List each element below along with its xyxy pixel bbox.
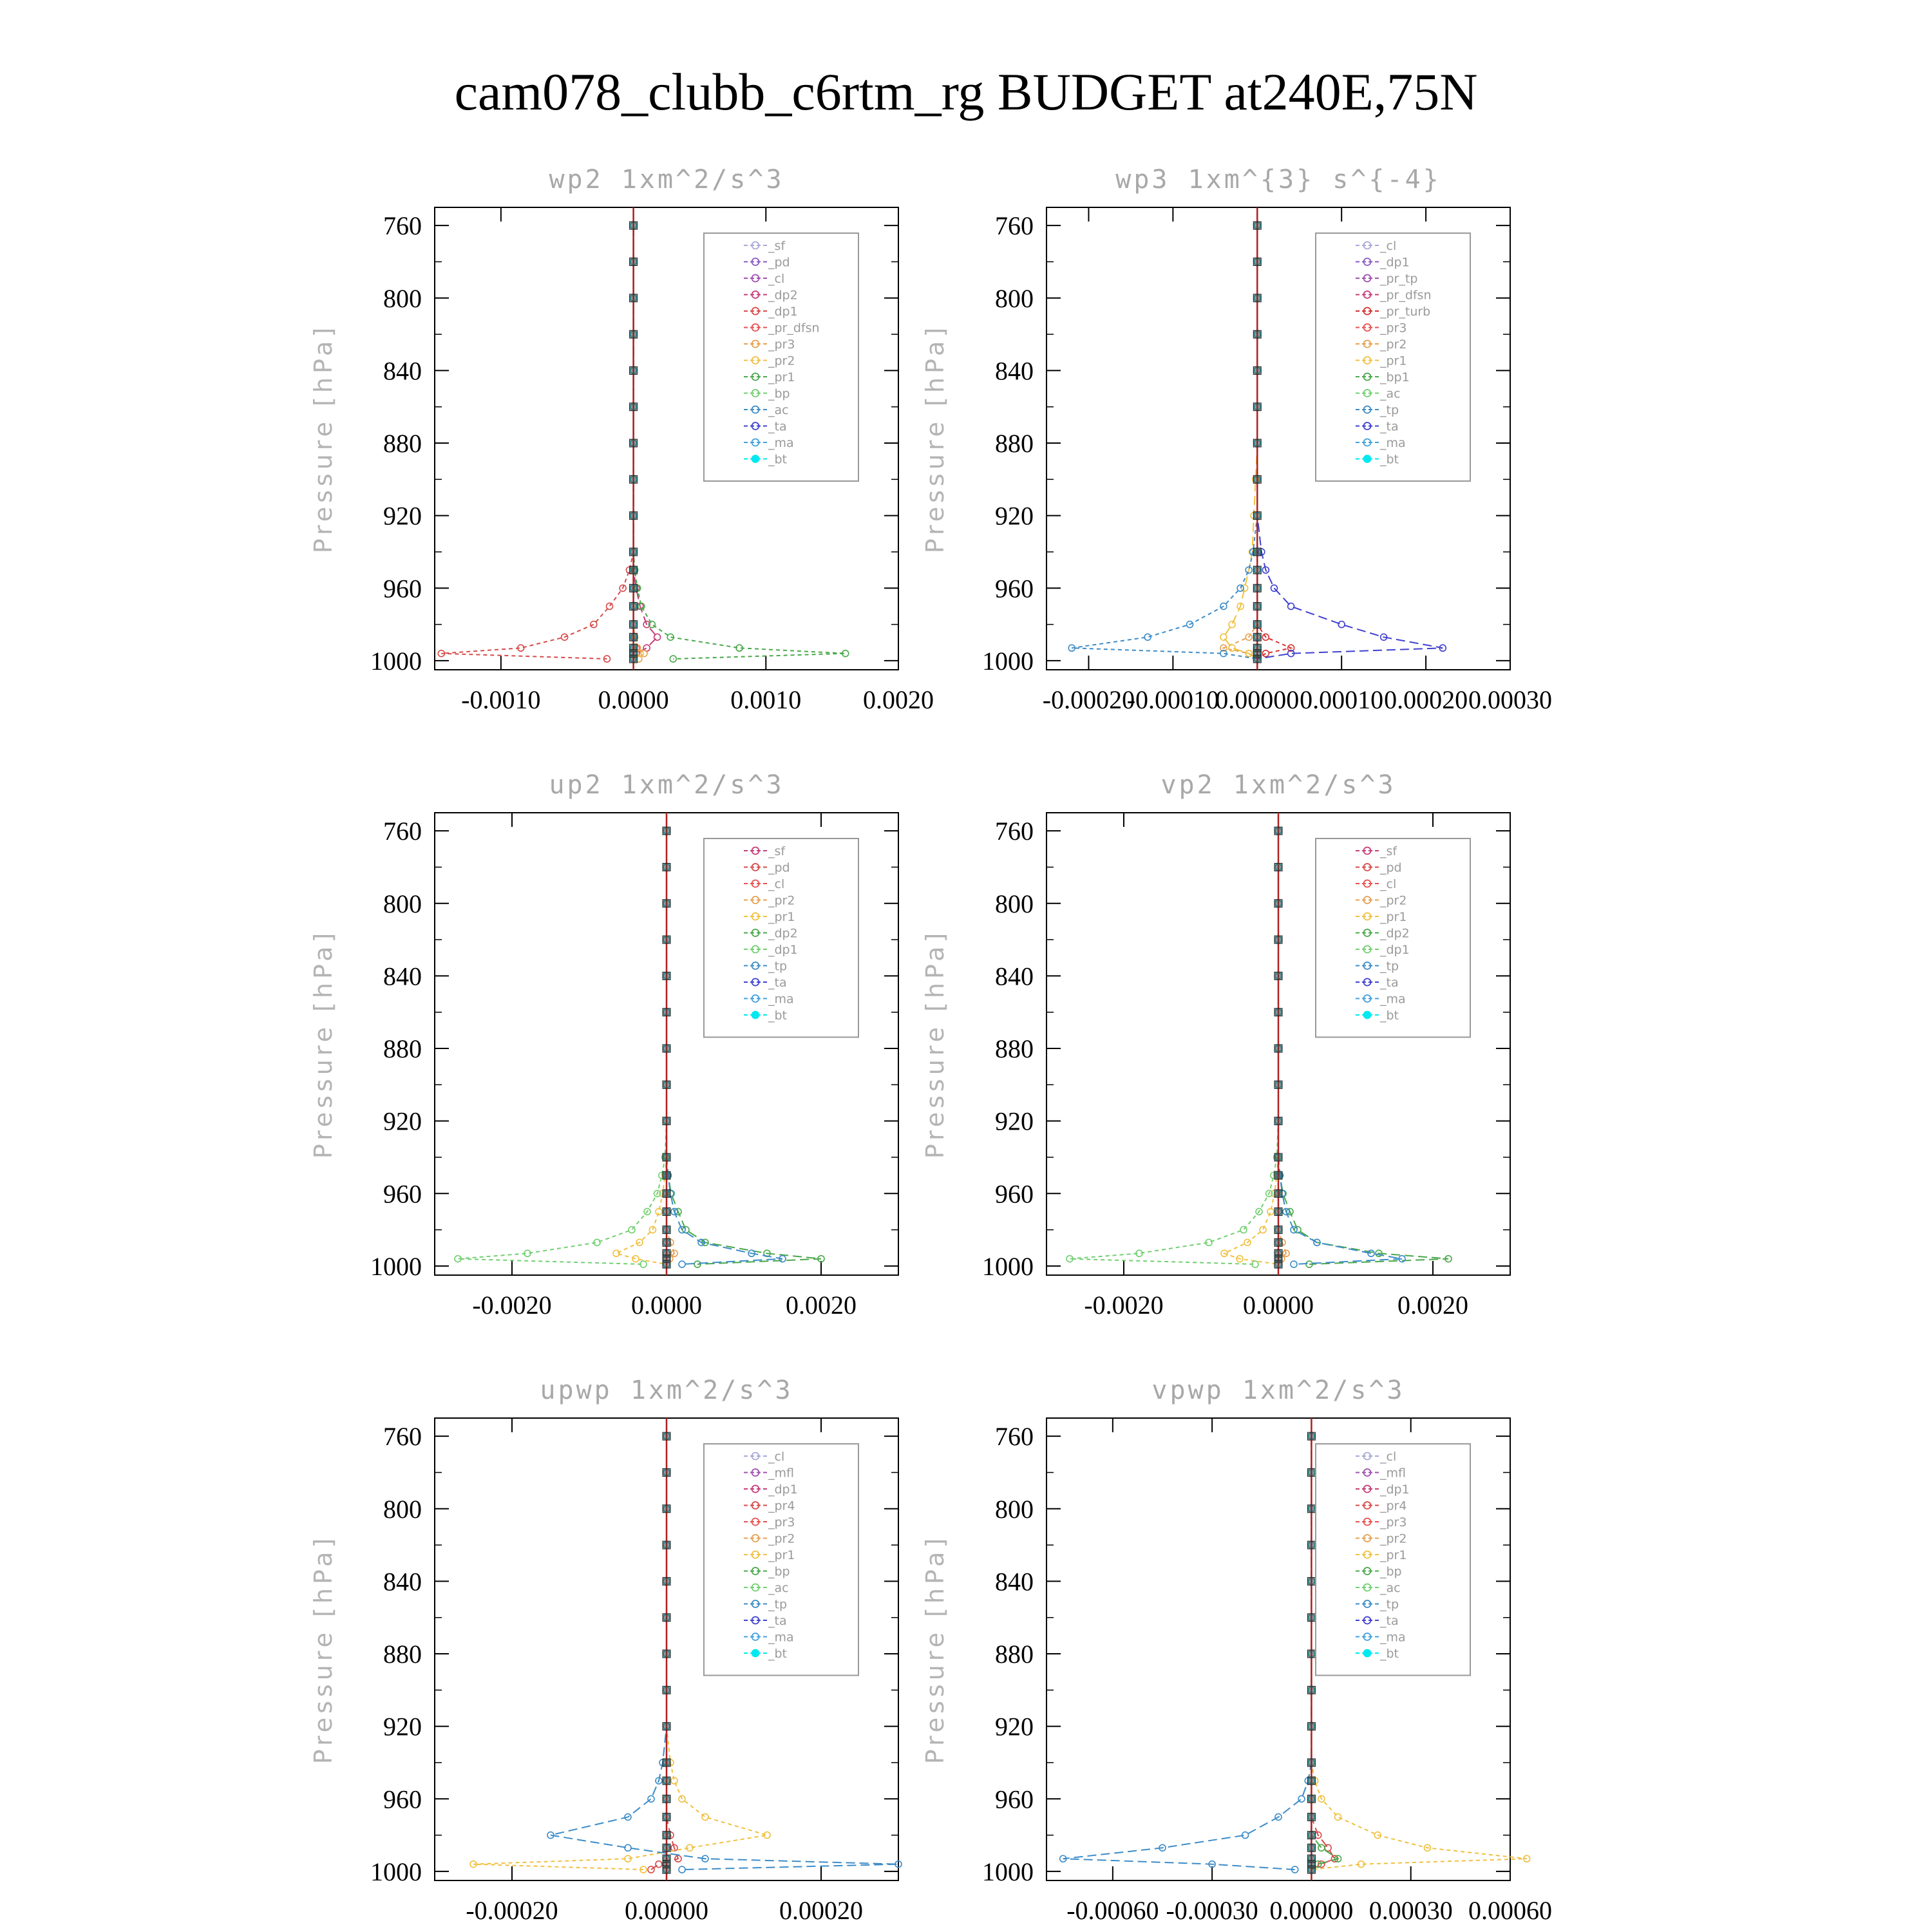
x-tick-label: 0.0000	[1243, 1291, 1314, 1320]
legend-entry-label: _bt	[768, 1009, 788, 1023]
panel-title: upwp 1xm^2/s^3	[540, 1376, 793, 1405]
y-tick-label: 840	[383, 1567, 422, 1596]
x-tick-label: 0.00030	[1368, 1896, 1453, 1925]
zero-marker	[1274, 1117, 1282, 1125]
legend-entry-label: _mfl	[1380, 1466, 1406, 1481]
y-tick-label: 800	[995, 1494, 1034, 1524]
zero-marker	[1307, 1505, 1315, 1513]
legend-entry-label: _bt	[1380, 1647, 1399, 1661]
legend-entry-label: _ta	[1380, 419, 1399, 434]
series-line-pr1	[1224, 225, 1257, 659]
legend-entry-label: _cl	[1380, 877, 1397, 891]
zero-marker	[1307, 1723, 1315, 1730]
x-tick-label: -0.0020	[1084, 1291, 1164, 1320]
zero-marker	[630, 633, 638, 641]
x-tick-label: 0.0000	[598, 685, 669, 714]
legend-entry-label: _bt	[768, 1647, 788, 1661]
zero-marker	[630, 330, 638, 338]
data-point	[1318, 1844, 1325, 1851]
y-tick-label: 920	[995, 501, 1034, 531]
panel-title: up2 1xm^2/s^3	[549, 770, 784, 800]
legend-entry-label: _ta	[768, 1614, 787, 1628]
x-tick-label: 0.0020	[1397, 1291, 1468, 1320]
zero-marker	[630, 294, 638, 302]
y-axis-label: Pressure [hPa]	[921, 929, 949, 1159]
zero-marker	[1307, 1468, 1315, 1476]
zero-marker	[1253, 512, 1261, 520]
zero-marker	[1274, 1045, 1282, 1052]
data-point	[1229, 621, 1235, 628]
zero-marker	[663, 1813, 670, 1821]
y-tick-label: 840	[995, 356, 1034, 386]
legend-swatch-marker	[752, 455, 759, 462]
zero-marker	[630, 366, 638, 374]
legend-entry-label: _pr2	[768, 893, 795, 908]
x-tick-label: 0.0010	[730, 685, 802, 714]
data-point	[1240, 1227, 1247, 1233]
legend-entry-label: _pr_dfsn	[768, 321, 820, 336]
y-tick-label: 760	[383, 211, 422, 241]
legend-entry-label: _sf	[768, 239, 786, 253]
legend-entry-label: _ma	[768, 992, 794, 1007]
legend-swatch-marker	[1364, 1650, 1371, 1657]
legend-entry-label: _dp1	[768, 943, 798, 957]
series-line-dp1	[441, 225, 633, 659]
data-point	[1291, 1261, 1297, 1267]
zero-marker	[1274, 1009, 1282, 1016]
legend-entry-label: _dp1	[1380, 1482, 1410, 1497]
y-tick-label: 800	[995, 283, 1034, 313]
data-point	[1237, 585, 1244, 591]
legend-entry-label: _bt	[1380, 1009, 1399, 1023]
data-point	[1288, 603, 1294, 609]
zero-marker	[663, 1171, 670, 1179]
x-tick-label: -0.0010	[461, 685, 541, 714]
zero-marker	[630, 621, 638, 629]
legend-entry-label: _ta	[768, 976, 787, 990]
zero-marker	[1307, 1813, 1315, 1821]
legend-entry-label: _ma	[1380, 436, 1406, 450]
zero-marker	[1307, 1686, 1315, 1694]
x-tick-label: 0.00060	[1468, 1896, 1552, 1925]
legend-entry-label: _bp1	[1380, 370, 1410, 384]
legend-entry-label: _ma	[1380, 1630, 1406, 1645]
legend-entry-label: _dp1	[768, 305, 798, 319]
zero-marker	[663, 1650, 670, 1658]
zero-marker	[663, 1260, 670, 1268]
y-axis-label: Pressure [hPa]	[309, 929, 337, 1159]
zero-marker	[1253, 621, 1261, 629]
legend-entry-label: _tp	[768, 959, 788, 974]
zero-marker	[1253, 584, 1261, 592]
legend-entry-label: _pr1	[768, 1548, 795, 1562]
zero-marker	[663, 1009, 670, 1016]
x-tick-label: 0.00000	[1269, 1896, 1354, 1925]
zero-marker	[663, 1238, 670, 1246]
y-tick-label: 1000	[370, 1857, 422, 1886]
x-tick-label: 0.00020	[779, 1896, 863, 1925]
zero-marker	[1274, 936, 1282, 943]
zero-marker	[1307, 1777, 1315, 1785]
x-tick-label: -0.00060	[1066, 1896, 1159, 1925]
zero-marker	[663, 1686, 670, 1694]
zero-marker	[630, 584, 638, 592]
legend-entry-label: _ta	[1380, 1614, 1399, 1628]
legend-entry-label: _pd	[768, 860, 790, 875]
panel-title: vpwp 1xm^2/s^3	[1151, 1376, 1405, 1405]
y-tick-label: 920	[383, 1106, 422, 1136]
zero-marker	[663, 1777, 670, 1785]
zero-marker	[630, 512, 638, 520]
legend-entry-label: _bp	[768, 386, 790, 401]
zero-marker	[1253, 548, 1261, 556]
x-tick-label: 0.0020	[863, 685, 934, 714]
y-tick-label: 760	[995, 817, 1034, 846]
chart-panel-6	[921, 1376, 1552, 1925]
legend-entry-label: _dp1	[1380, 255, 1410, 270]
legend-entry-label: _ta	[1380, 976, 1399, 990]
legend-entry-label: _dp2	[768, 926, 798, 941]
y-tick-label: 960	[383, 1179, 422, 1209]
zero-marker	[663, 1505, 670, 1513]
y-tick-label: 840	[383, 961, 422, 991]
legend-entry-label: _pr3	[1380, 321, 1407, 336]
y-tick-label: 760	[383, 817, 422, 846]
zero-marker	[1307, 1795, 1315, 1803]
x-tick-label: 0.00020	[1384, 685, 1468, 714]
chart-panel-3	[309, 770, 898, 1320]
zero-marker	[630, 475, 638, 483]
data-point	[1220, 634, 1227, 640]
zero-marker	[1274, 1238, 1282, 1246]
series-line-dp1	[1070, 831, 1278, 1264]
x-tick-label: -0.00010	[1126, 685, 1220, 714]
legend-entry-label: _pr1	[768, 910, 795, 924]
zero-marker	[1274, 1208, 1282, 1215]
y-axis-label: Pressure [hPa]	[921, 323, 949, 554]
y-tick-label: 880	[995, 1034, 1034, 1064]
zero-marker	[1253, 222, 1261, 229]
legend-entry-label: _pr2	[768, 354, 795, 368]
zero-marker	[663, 1045, 670, 1052]
legend-entry-label: _bt	[768, 452, 788, 467]
y-tick-label: 1000	[982, 1251, 1034, 1281]
y-tick-label: 920	[995, 1712, 1034, 1741]
legend-entry-label: _mfl	[768, 1466, 794, 1481]
zero-marker	[1307, 1832, 1315, 1839]
zero-marker	[630, 655, 638, 663]
legend-entry-label: _sf	[1380, 844, 1397, 858]
legend-entry-label: _pr4	[768, 1499, 795, 1513]
zero-marker	[1253, 330, 1261, 338]
y-tick-label: 840	[995, 1567, 1034, 1596]
zero-marker	[663, 1541, 670, 1549]
zero-marker	[1253, 403, 1261, 411]
zero-marker	[630, 548, 638, 556]
legend-entry-label: _pr1	[1380, 1548, 1407, 1562]
legend-swatch-marker	[1364, 455, 1371, 462]
y-axis-label: Pressure [hPa]	[309, 323, 337, 554]
data-point	[702, 1814, 708, 1820]
zero-marker	[663, 1432, 670, 1440]
y-tick-label: 1000	[982, 1857, 1034, 1886]
data-point	[1335, 1814, 1341, 1820]
legend-entry-label: _pr2	[1380, 893, 1407, 908]
zero-marker	[663, 1189, 670, 1197]
legend-entry-label: _pr3	[768, 337, 795, 352]
legend-entry-label: _dp1	[1380, 943, 1410, 957]
zero-marker	[1274, 827, 1282, 835]
zero-marker	[1274, 972, 1282, 980]
y-tick-label: 880	[995, 429, 1034, 459]
zero-marker	[663, 1759, 670, 1766]
chart-panel-1	[309, 165, 934, 714]
x-tick-label: -0.0020	[472, 1291, 552, 1320]
zero-marker	[1274, 1081, 1282, 1088]
data-point	[648, 1795, 654, 1802]
zero-marker	[1307, 1759, 1315, 1766]
zero-marker	[663, 1832, 670, 1839]
legend-swatch-marker	[752, 1012, 759, 1019]
legend-entry-label: _pr1	[1380, 910, 1407, 924]
y-tick-label: 800	[383, 1494, 422, 1524]
y-tick-label: 1000	[370, 646, 422, 676]
y-tick-label: 840	[995, 961, 1034, 991]
y-tick-label: 760	[383, 1422, 422, 1452]
series-line-tp	[1072, 225, 1257, 659]
legend-entry-label: _pr3	[768, 1515, 795, 1530]
zero-marker	[1274, 1171, 1282, 1179]
zero-marker	[663, 1577, 670, 1585]
x-tick-label: -0.00020	[1042, 685, 1135, 714]
zero-marker	[663, 900, 670, 907]
zero-marker	[630, 602, 638, 610]
zero-marker	[1253, 566, 1261, 574]
legend-entry-label: _pr4	[1380, 1499, 1407, 1513]
zero-marker	[1253, 475, 1261, 483]
data-point	[607, 603, 613, 609]
zero-marker	[663, 1153, 670, 1161]
chart-panel-5	[309, 1376, 902, 1925]
zero-marker	[1307, 1577, 1315, 1585]
zero-marker	[1253, 366, 1261, 374]
x-tick-label: 0.00000	[1215, 685, 1300, 714]
zero-marker	[630, 403, 638, 411]
legend-entry-label: _pr2	[1380, 337, 1407, 352]
data-point	[1260, 1227, 1266, 1233]
legend-entry-label: _ac	[1380, 386, 1401, 401]
x-tick-label: 0.00000	[625, 1896, 708, 1925]
zero-marker	[1253, 602, 1261, 610]
y-tick-label: 960	[995, 574, 1034, 603]
y-axis-label: Pressure [hPa]	[921, 1534, 949, 1765]
panel-title: vp2 1xm^2/s^3	[1160, 770, 1396, 800]
legend-entry-label: _tp	[768, 1597, 788, 1612]
legend-entry-label: _dp1	[768, 1482, 798, 1497]
legend-entry-label: _ma	[768, 1630, 794, 1645]
legend-entry-label: _ac	[1380, 1581, 1401, 1595]
y-tick-label: 760	[995, 211, 1034, 241]
zero-marker	[663, 1081, 670, 1088]
page-title: cam078_clubb_c6rtm_rg BUDGET at240E,75N	[454, 62, 1478, 121]
data-point	[1144, 634, 1151, 640]
legend-entry-label: _pr1	[768, 370, 795, 384]
zero-marker	[663, 1468, 670, 1476]
data-point	[654, 634, 661, 640]
zero-marker	[1307, 1650, 1315, 1658]
zero-marker	[1253, 633, 1261, 641]
y-tick-label: 800	[383, 283, 422, 313]
zero-marker	[663, 1795, 670, 1803]
zero-marker	[1253, 439, 1261, 447]
data-point	[1229, 645, 1235, 651]
zero-marker	[1253, 258, 1261, 265]
y-tick-label: 800	[383, 889, 422, 918]
legend-entry-label: _cl	[768, 272, 785, 286]
legend-entry-label: _pd	[768, 255, 790, 270]
x-tick-label: 0.0020	[786, 1291, 857, 1320]
legend-entry-label: _pr_tp	[1380, 272, 1418, 286]
zero-marker	[663, 972, 670, 980]
zero-marker	[663, 1226, 670, 1234]
data-point	[656, 1861, 662, 1868]
y-tick-label: 800	[995, 889, 1034, 918]
series-line-tp	[1063, 1436, 1312, 1870]
zero-marker	[1274, 1260, 1282, 1268]
y-tick-label: 840	[383, 356, 422, 386]
x-tick-label: -0.00020	[466, 1896, 558, 1925]
zero-marker	[1307, 1432, 1315, 1440]
data-point	[1262, 650, 1269, 657]
legend-entry-label: _pr2	[1380, 1531, 1407, 1546]
zero-marker	[630, 258, 638, 265]
legend-entry-label: _pr1	[1380, 354, 1407, 368]
legend-entry-label: _dp2	[1380, 926, 1410, 941]
data-point	[679, 1261, 685, 1267]
zero-marker	[663, 936, 670, 943]
zero-marker	[663, 1208, 670, 1215]
zero-marker	[1253, 294, 1261, 302]
zero-marker	[663, 1723, 670, 1730]
legend-entry-label: _tp	[1380, 959, 1399, 974]
legend-entry-label: _ma	[768, 436, 794, 450]
panel-title: wp3 1xm^{3} s^{-4}	[1115, 165, 1441, 194]
zero-marker	[1274, 1153, 1282, 1161]
data-point	[629, 1227, 635, 1233]
chart-panel-4	[921, 770, 1510, 1320]
zero-marker	[630, 439, 638, 447]
zero-marker	[1307, 1614, 1315, 1622]
y-tick-label: 960	[383, 574, 422, 603]
legend-entry-label: _tp	[1380, 403, 1399, 417]
zero-marker	[1253, 655, 1261, 663]
legend-entry-label: _ta	[768, 419, 787, 434]
y-tick-label: 920	[383, 1712, 422, 1741]
y-axis-label: Pressure [hPa]	[309, 1534, 337, 1765]
legend-entry-label: _pd	[1380, 860, 1402, 875]
zero-marker	[663, 1117, 670, 1125]
y-tick-label: 960	[383, 1785, 422, 1814]
legend-entry-label: _bp	[768, 1564, 790, 1579]
legend-entry-label: _dp2	[768, 288, 798, 303]
zero-marker	[663, 827, 670, 835]
legend-swatch-marker	[752, 1650, 759, 1657]
legend-entry-label: _ac	[768, 403, 789, 417]
legend-entry-label: _ac	[768, 1581, 789, 1595]
legend-entry-label: _ma	[1380, 992, 1406, 1007]
zero-marker	[663, 1844, 670, 1852]
zero-marker	[630, 566, 638, 574]
y-tick-label: 920	[383, 501, 422, 531]
legend-entry-label: _bt	[1380, 452, 1399, 467]
zero-marker	[663, 1866, 670, 1873]
legend-entry-label: _cl	[1380, 1450, 1397, 1464]
y-tick-label: 960	[995, 1179, 1034, 1209]
legend-entry-label: _pr3	[1380, 1515, 1407, 1530]
x-tick-label: 0.0000	[631, 1291, 702, 1320]
zero-marker	[1307, 1541, 1315, 1549]
x-tick-label: 0.00010	[1300, 685, 1384, 714]
legend-entry-label: _pr_dfsn	[1380, 288, 1432, 303]
data-point	[1338, 621, 1345, 628]
zero-marker	[1274, 1226, 1282, 1234]
legend-swatch-marker	[1364, 1012, 1371, 1019]
y-tick-label: 1000	[982, 646, 1034, 676]
y-tick-label: 880	[383, 429, 422, 459]
y-tick-label: 920	[995, 1106, 1034, 1136]
y-tick-label: 960	[995, 1785, 1034, 1814]
legend-entry-label: _cl	[768, 877, 785, 891]
y-tick-label: 760	[995, 1422, 1034, 1452]
data-point	[1298, 1795, 1305, 1802]
y-tick-label: 1000	[370, 1251, 422, 1281]
series-line-pr2	[1224, 225, 1257, 659]
series-line-dp1	[458, 831, 667, 1264]
zero-marker	[630, 222, 638, 229]
data-point	[648, 1866, 654, 1873]
data-point	[591, 621, 597, 628]
x-tick-label: -0.00030	[1166, 1896, 1258, 1925]
y-tick-label: 880	[383, 1640, 422, 1669]
zero-marker	[1307, 1844, 1315, 1852]
panel-title: wp2 1xm^2/s^3	[549, 165, 784, 194]
zero-marker	[663, 863, 670, 871]
legend-entry-label: _tp	[1380, 1597, 1399, 1612]
chart-panel-2	[921, 165, 1552, 714]
series-line-pr1	[1224, 831, 1278, 1264]
zero-marker	[1307, 1866, 1315, 1873]
data-point	[679, 1866, 685, 1873]
x-tick-label: 0.00030	[1468, 685, 1552, 714]
legend-entry-label: _pr2	[768, 1531, 795, 1546]
data-point	[670, 656, 676, 662]
zero-marker	[663, 1614, 670, 1622]
zero-marker	[1274, 1189, 1282, 1197]
legend-entry-label: _sf	[768, 844, 786, 858]
series-line-pr1	[616, 831, 667, 1264]
y-tick-label: 880	[995, 1640, 1034, 1669]
legend-entry-label: _cl	[1380, 239, 1397, 253]
legend-entry-label: _bp	[1380, 1564, 1402, 1579]
legend-entry-label: _cl	[768, 1450, 785, 1464]
zero-marker	[1274, 900, 1282, 907]
zero-marker	[1274, 863, 1282, 871]
legend-entry-label: _pr_turb	[1380, 305, 1431, 319]
y-tick-label: 880	[383, 1034, 422, 1064]
series-line-pr_turb	[1257, 225, 1291, 659]
